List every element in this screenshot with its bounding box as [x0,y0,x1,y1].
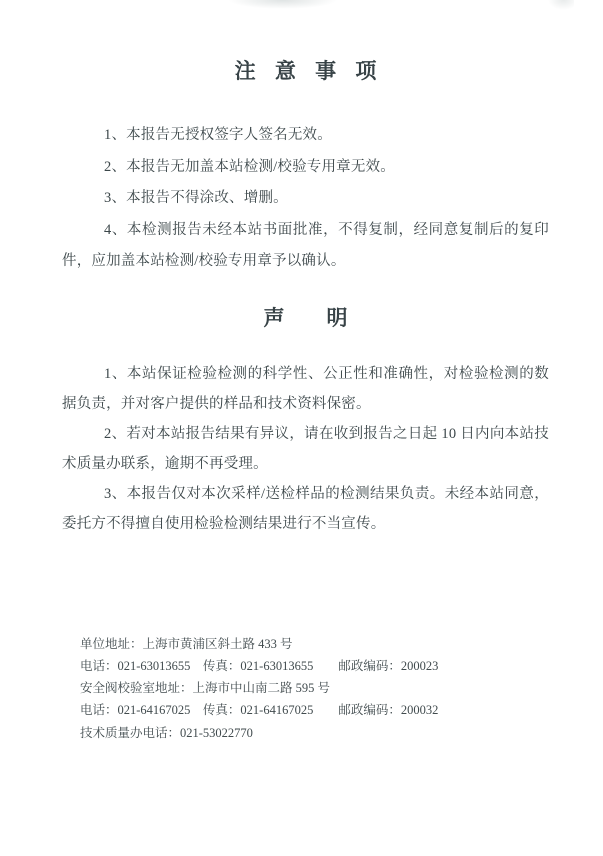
footer-line-quality-office-phone: 技术质量办电话：021-53022770 [80,725,253,740]
footer-line-valve-lab-address: 安全阀校验室地址：上海市中山南二路 595 号 [80,681,331,696]
footer-line-unit-address: 单位地址：上海市黄浦区斜土路 433 号 [80,636,293,651]
statement-item-2: 2、若对本站报告结果有异议，请在收到报告之日起 10 日内向本站技术质量办联系，逾期不再受理。 [62,425,549,472]
notice-item-1: 1、本报告无授权签字人签名无效。 [104,127,332,143]
statement-item-1: 1、本站保证检验检测的科学性、公正性和准确性，对检验检测的数据负责，并对客户提供的样品和技术资料保密。 [62,365,549,412]
notice-item-4: 4、本检测报告未经本站书面批准，不得复制，经同意复制后的复印件，应加盖本站检测/校验专用章予以确认。 [62,221,549,269]
statement-item-3: 3、本报告仅对本次采样/送检样品的检测结果负责。未经本站同意，委托方不得擅自使用检验检测结果进行不当宣传。 [62,485,549,532]
notice-section-title: 注 意 事 项 [234,59,384,83]
scan-artifact [548,0,574,10]
contact-footer [62,633,549,744]
document-content [62,0,549,744]
notice-items [62,120,549,278]
statement-items [62,359,549,539]
footer-line-valve-lab-phone: 电话：021-64167025 传真：021-64167025 邮政编码：200032 [80,703,439,718]
notice-item-2: 2、本报告无加盖本站检测/校验专用章无效。 [104,158,395,175]
footer-line-unit-phone: 电话：021-63013655 传真：021-63013655 邮政编码：200023 [80,658,439,673]
statement-section-title: 声 明 [263,305,348,330]
notice-item-3: 3、本报告不得涂改、增删。 [104,190,288,206]
